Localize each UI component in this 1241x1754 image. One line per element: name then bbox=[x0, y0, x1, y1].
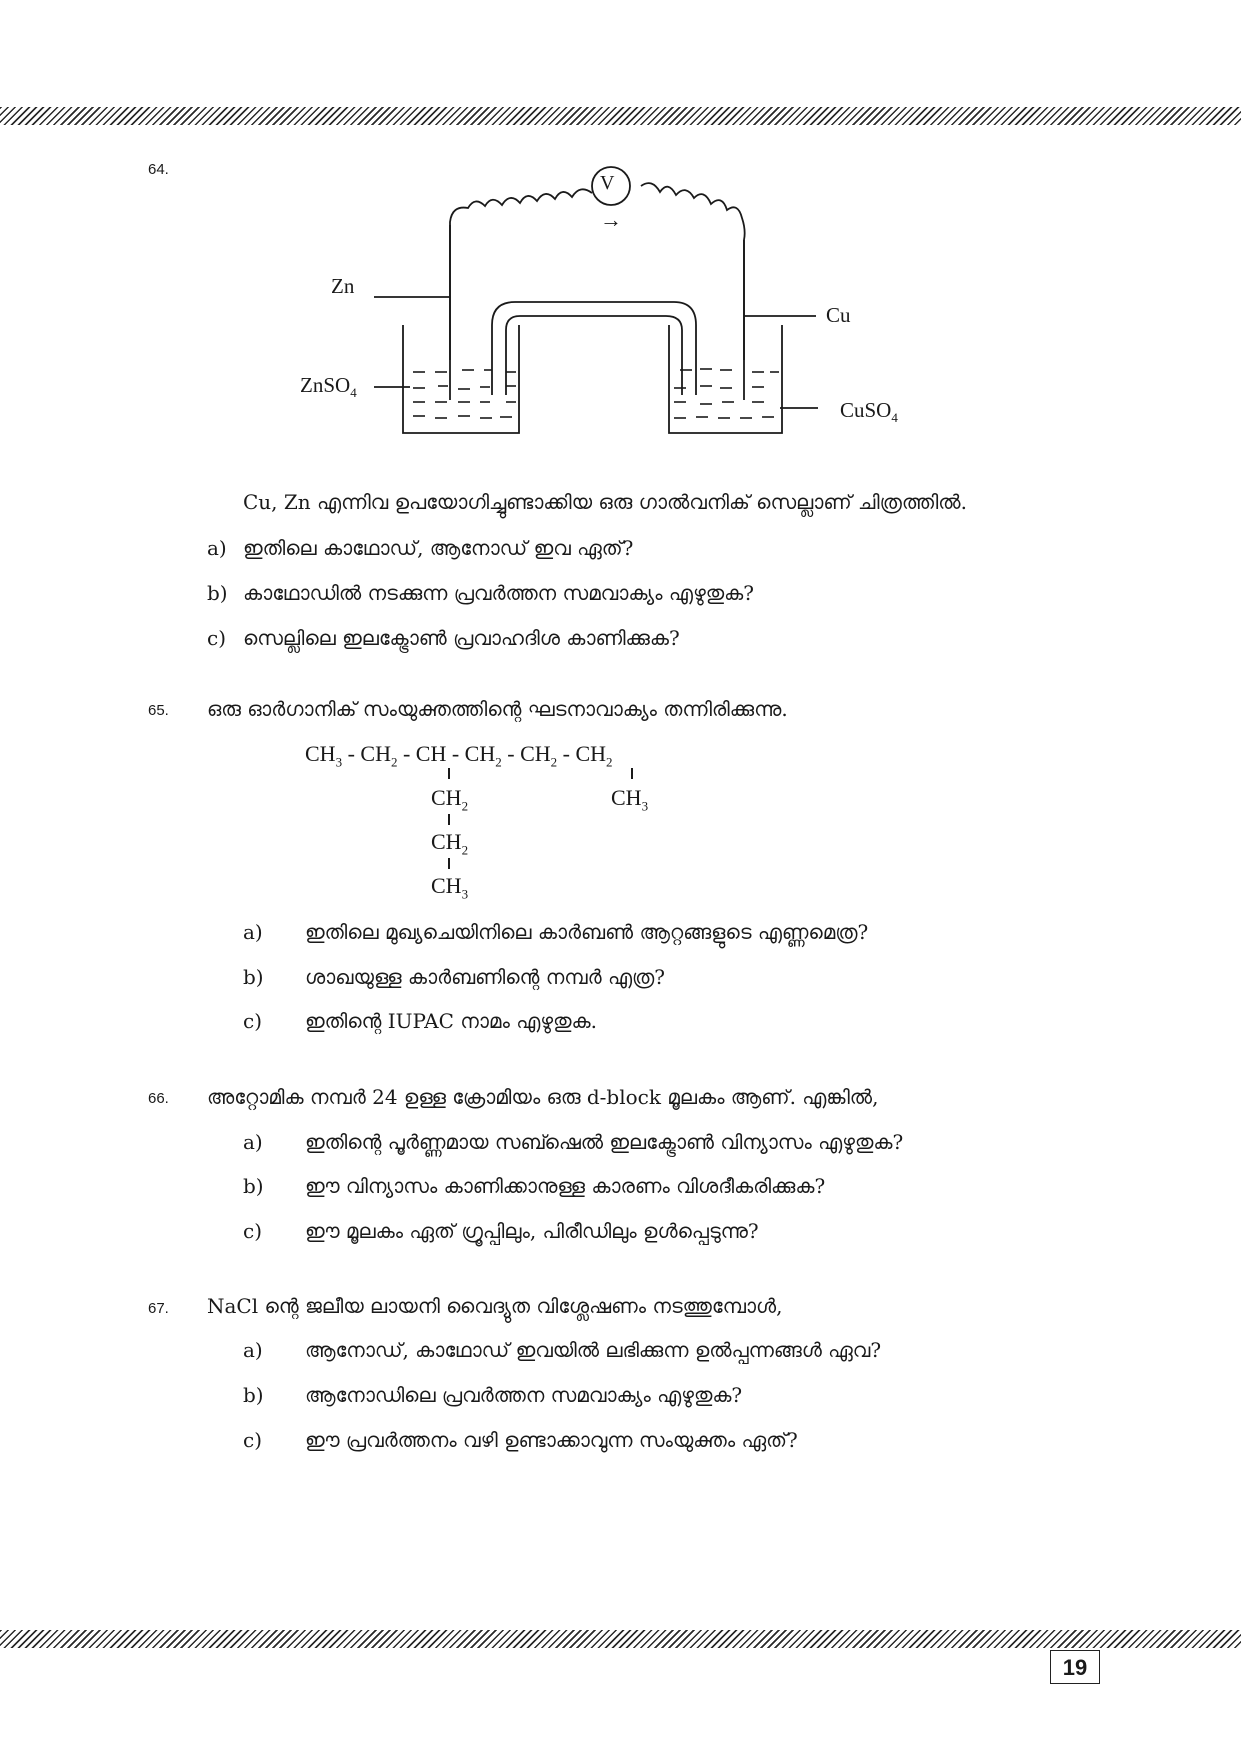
bond-line bbox=[631, 768, 633, 779]
q65-option-a-label: a) bbox=[243, 920, 263, 944]
q64-option-a-text: ഇതിലെ കാഥോഡ്, ആനോഡ് ഇവ ഏത്? bbox=[243, 536, 634, 560]
q65-option-c-label: c) bbox=[243, 1009, 263, 1033]
q64-option-c-label: c) bbox=[207, 626, 227, 650]
question-66-intro: അറ്റോമിക നമ്പർ 24 ഉള്ള ക്രോമിയം ഒരു d-block മൂലകം ആണ്. എങ്കിൽ, bbox=[207, 1085, 879, 1109]
q67-option-a-text: ആനോഡ്, കാഥോഡ് ഇവയിൽ ലഭിക്കുന്ന ഉൽപ്പന്നങ്ങൾ ഏവ? bbox=[305, 1338, 882, 1362]
coil-wire-right bbox=[641, 183, 745, 360]
main-chain: $CH_3 - CH_2$ - CH - $CH_2 - CH_2 - CH_2$ bbox=[305, 741, 613, 770]
cu-label: Cu bbox=[826, 303, 851, 327]
q65-option-a-text: ഇതിലെ മുഖ്യചെയിനിലെ കാർബൺ ആറ്റങ്ങളുടെ എണ്ണമെത്ര? bbox=[305, 920, 869, 944]
bond-line bbox=[448, 814, 450, 825]
znso4-label: ZnSO$_4$ bbox=[300, 373, 357, 401]
branch-ch2-2: $CH_2$ bbox=[431, 829, 469, 858]
voltmeter-label: V bbox=[600, 172, 615, 194]
q67-option-b-text: ആനോഡിലെ പ്രവർത്തന സമവാക്യം എഴുതുക? bbox=[305, 1383, 743, 1407]
q66-option-a-label: a) bbox=[243, 1130, 263, 1154]
question-67-number: 67. bbox=[148, 1300, 169, 1317]
question-65-number: 65. bbox=[148, 702, 169, 719]
q65-option-b-text: ശാഖയുള്ള കാർബണിന്റെ നമ്പർ എത്ര? bbox=[305, 965, 665, 989]
branch-ch2-1: $CH_2$ bbox=[431, 785, 469, 814]
q67-option-a-label: a) bbox=[243, 1338, 263, 1362]
q64-option-b-text: കാഥോഡിൽ നടക്കുന്ന പ്രവർത്തന സമവാക്യം എഴുതുക? bbox=[243, 581, 754, 605]
electron-flow-arrow: → bbox=[600, 207, 622, 232]
question-66-number: 66. bbox=[148, 1090, 169, 1107]
page-number: 19 bbox=[1050, 1650, 1100, 1684]
q64-option-c-text: സെല്ലിലെ ഇലക്ട്രോൺ പ്രവാഹദിശ കാണിക്കുക? bbox=[243, 626, 680, 650]
bond-line bbox=[448, 768, 450, 779]
q66-option-c-label: c) bbox=[243, 1219, 263, 1243]
question-67-intro: NaCl ന്റെ ജലീയ ലായനി വൈദ്യുത വിശ്ലേഷണം നടത്തുമ്പോൾ, bbox=[207, 1294, 783, 1318]
branch-ch3-right: $CH_3$ bbox=[611, 785, 649, 814]
q67-option-c-text: ഈ പ്രവർത്തനം വഴി ഉണ്ടാക്കാവുന്ന സംയുക്തം ഏത്? bbox=[305, 1428, 798, 1452]
q66-option-b-label: b) bbox=[243, 1174, 264, 1198]
top-hatch-band bbox=[0, 107, 1241, 125]
q64-option-b-label: b) bbox=[207, 581, 228, 605]
q66-option-c-text: ഈ മൂലകം ഏത് ഗ്രൂപ്പിലും, പിരീഡിലും ഉൾപ്പെടുന്നു? bbox=[305, 1219, 759, 1243]
bond-line bbox=[448, 858, 450, 869]
q65-option-c-text: ഇതിന്റെ IUPAC നാമം എഴുതുക. bbox=[305, 1009, 597, 1033]
q67-option-b-label: b) bbox=[243, 1383, 264, 1407]
question-64-intro: Cu, Zn എന്നിവ ഉപയോഗിച്ചുണ്ടാക്കിയ ഒരു ഗാൽവനിക് സെല്ലാണ് ചിത്രത്തിൽ. bbox=[243, 490, 967, 514]
q66-option-b-text: ഈ വിന്യാസം കാണിക്കാനുള്ള കാരണം വിശദീകരിക്കുക? bbox=[305, 1174, 826, 1198]
q64-option-a-label: a) bbox=[207, 536, 227, 560]
question-65-intro: ഒരു ഓർഗാനിക് സംയുക്തത്തിന്റെ ഘടനാവാക്യം തന്നിരിക്കുന്നു. bbox=[207, 697, 788, 721]
question-64-number: 64. bbox=[148, 161, 169, 178]
q65-option-b-label: b) bbox=[243, 965, 264, 989]
coil-wire-left bbox=[450, 189, 592, 360]
branch-ch3-bottom: $CH_3$ bbox=[431, 873, 469, 902]
bottom-hatch-band bbox=[0, 1630, 1241, 1648]
q67-option-c-label: c) bbox=[243, 1428, 263, 1452]
cuso4-label: CuSO$_4$ bbox=[840, 398, 898, 426]
q66-option-a-text: ഇതിന്റെ പൂർണ്ണമായ സബ്ഷെൽ ഇലക്ട്രോൺ വിന്യാസം എഴുതുക? bbox=[305, 1130, 904, 1154]
zn-label: Zn bbox=[331, 274, 355, 298]
